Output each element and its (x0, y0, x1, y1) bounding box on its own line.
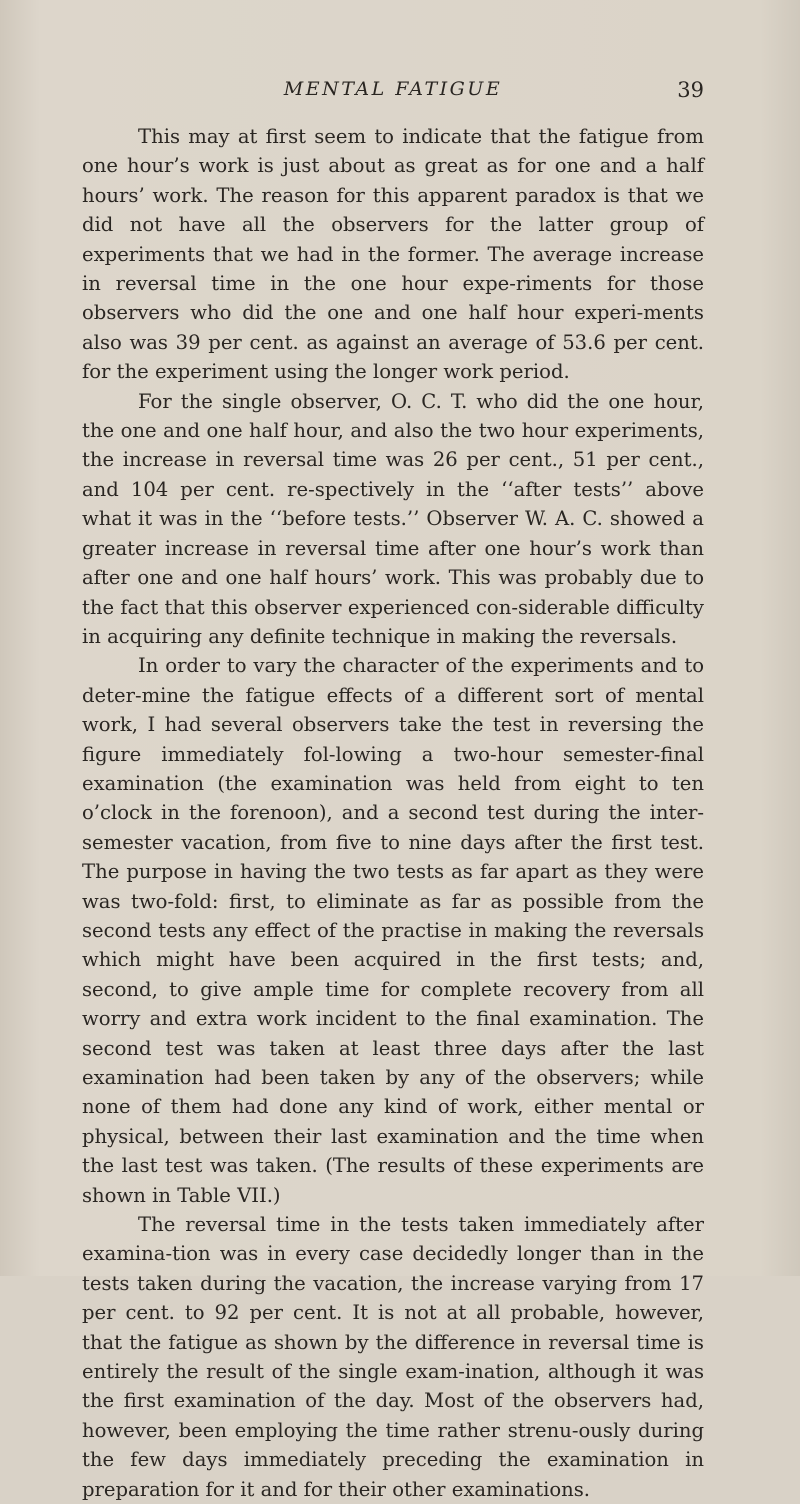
paragraph: For the single observer, O. C. T. who did the one hour, the one and one half hour, and also the two hour experiments, the increase in reversal time was 26 per cent., 51 per cent., and 104 per cent. re-spectively in the ‘‘after tests’’ above what it was in the ‘‘before tests.’’ Observer W. A. C. showed a greater increase in reversal time after one hour’s work than after one and one half hours’ work. This was probably due to the fact that this observer experienced con-siderable difficulty in acquiring any definite technique in making the reversals. (82, 389, 704, 648)
page-number: 39 (677, 78, 704, 102)
running-title: MENTAL FATIGUE (283, 78, 503, 100)
paragraph: In order to vary the character of the experiments and to deter-mine the fatigue effects of a different sort of mental work, I had several observers take the test in reversing the figure immediately fol-lowing a two-hour semester-final examination (the examination was held from eight to ten o’clock in the forenoon), and a second test during the inter-semester vacation, from five to nine days after the first test. The purpose in having the two tests as far apart as they were was two-fold: first, to eliminate as far as possible from the second tests any effect of the practise in making the reversals which might have been acquired in the first tests; and, second, to give ample time for complete recovery from all worry and extra work incident to the final examination. The second test was taken at least three days after the last examination had been taken by any of the observers; while none of them had done any kind of work, either mental or physical, between their last examination and the time when the last test was taken. (The results of these experiments are shown in Table VII.) (82, 654, 704, 1207)
body-text (82, 122, 704, 1504)
paragraph: The reversal time in the tests taken immediately after examina-tion was in every case decidedly longer than in the tests taken during the vacation, the increase varying from 17 per cent. to 92 per cent. It is not at all probable, however, that the fatigue as shown by the difference in reversal time is entirely the result of the single exam-ination, although it was the first examination of the day. Most of the observers had, however, been employing the time rather strenu-ously during the few days immediately preceding the examination in preparation for it and for their other examinations. (82, 1213, 704, 1501)
page-header (82, 78, 704, 106)
paragraph: This may at first seem to indicate that the fatigue from one hour’s work is just about as great as for one and a half hours’ work. The reason for this apparent paradox is that we did not have all the observers for the latter group of experiments that we had in the former. The average increase in reversal time in the one hour expe-riments for those observers who did the one and one half hour experi-ments also was 39 per cent. as against an average of 53.6 per cent. for the experiment using the longer work period. (82, 125, 704, 384)
